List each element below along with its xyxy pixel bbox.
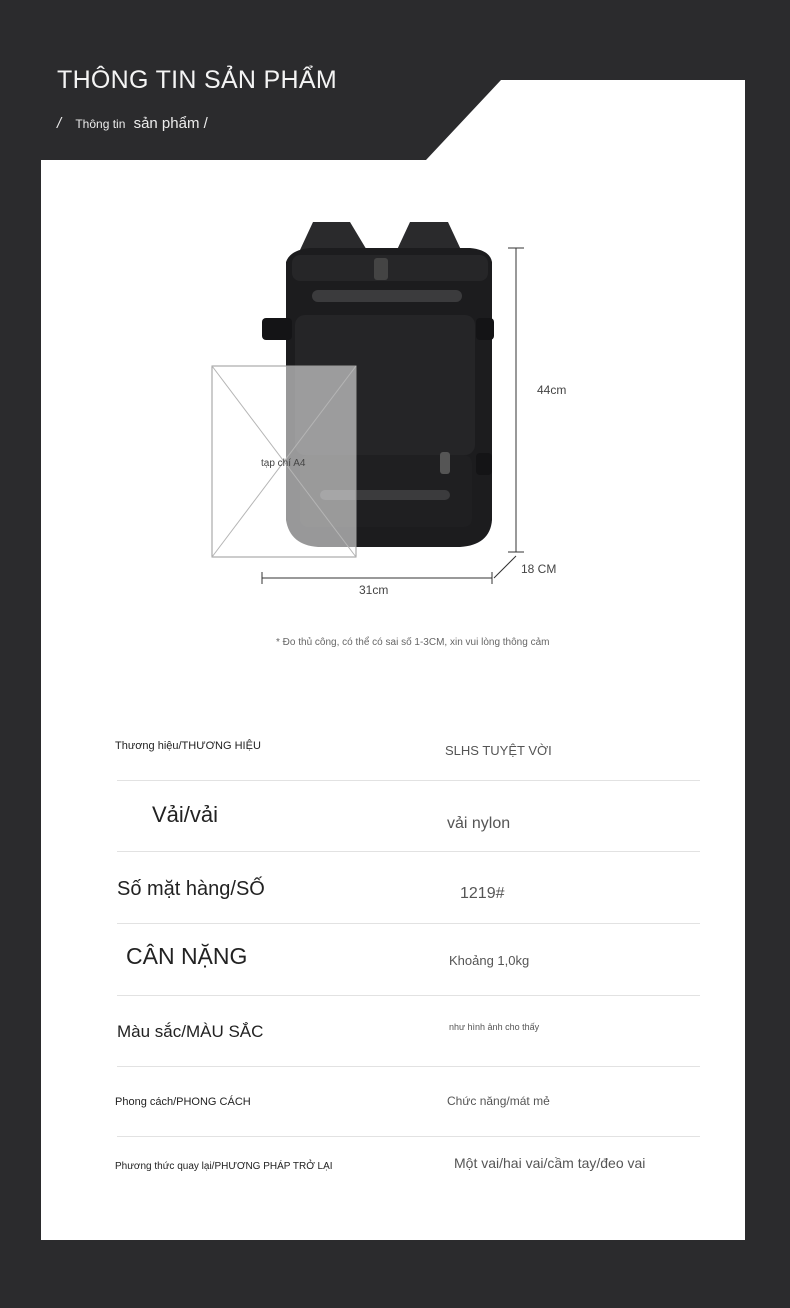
row-divider: [117, 780, 700, 781]
spec-label-color: Màu sắc/MÀU SẮC: [117, 1022, 264, 1041]
backpack-top: [292, 255, 488, 281]
spec-label-brand: Thương hiệu/THƯƠNG HIỆU: [115, 740, 261, 752]
row-divider: [117, 1066, 700, 1067]
spec-value-weight: Khoảng 1,0kg: [449, 953, 530, 968]
spec-value-style: Chức năng/mát mẻ: [447, 1094, 550, 1108]
spec-value-carry-method: Một vai/hai vai/cầm tay/đeo vai: [454, 1155, 646, 1171]
spec-label-weight: CÂN NẶNG: [126, 943, 248, 969]
spec-value-color: như hình ảnh cho thấy: [449, 1022, 540, 1032]
depth-dimension-line: [494, 556, 516, 578]
lower-zipper: [440, 452, 450, 474]
page-title: THÔNG TIN SẢN PHẨM: [57, 66, 337, 94]
height-label: 44cm: [537, 383, 567, 397]
left-strap: [300, 222, 368, 252]
zipper-pulls: [374, 258, 388, 280]
width-label: 31cm: [359, 583, 389, 597]
spec-label-carry-method: Phương thức quay lại/PHƯƠNG PHÁP TRỞ LẠI: [115, 1161, 333, 1172]
spec-value-brand: SLHS TUYỆT VỜI: [445, 743, 552, 758]
row-divider: [117, 1136, 700, 1137]
left-buckle: [262, 318, 292, 340]
subtitle-slash: /: [57, 115, 62, 132]
subtitle-main-text: sản phẩm /: [133, 115, 208, 132]
a4-label: tạp chí A4: [261, 458, 306, 469]
spec-label-fabric: Vải/vải: [152, 802, 219, 827]
right-buckle-lower: [476, 453, 492, 475]
right-buckle: [476, 318, 494, 340]
measurement-note: * Đo thủ công, có thể có sai số 1-3CM, xin vui lòng thông cảm: [276, 637, 550, 648]
depth-label: 18 CM: [521, 562, 557, 576]
row-divider: [117, 851, 700, 852]
row-divider: [117, 995, 700, 996]
right-strap: [396, 222, 462, 252]
spec-label-item-number: Số mặt hàng/SỐ: [117, 878, 265, 900]
spec-label-style: Phong cách/PHONG CÁCH: [115, 1096, 251, 1108]
subtitle-small-text: Thông tin: [75, 117, 126, 131]
row-divider: [117, 923, 700, 924]
spec-value-fabric: vải nylon: [447, 815, 511, 832]
spec-value-item-number: 1219#: [460, 885, 505, 902]
top-handle: [312, 290, 462, 302]
